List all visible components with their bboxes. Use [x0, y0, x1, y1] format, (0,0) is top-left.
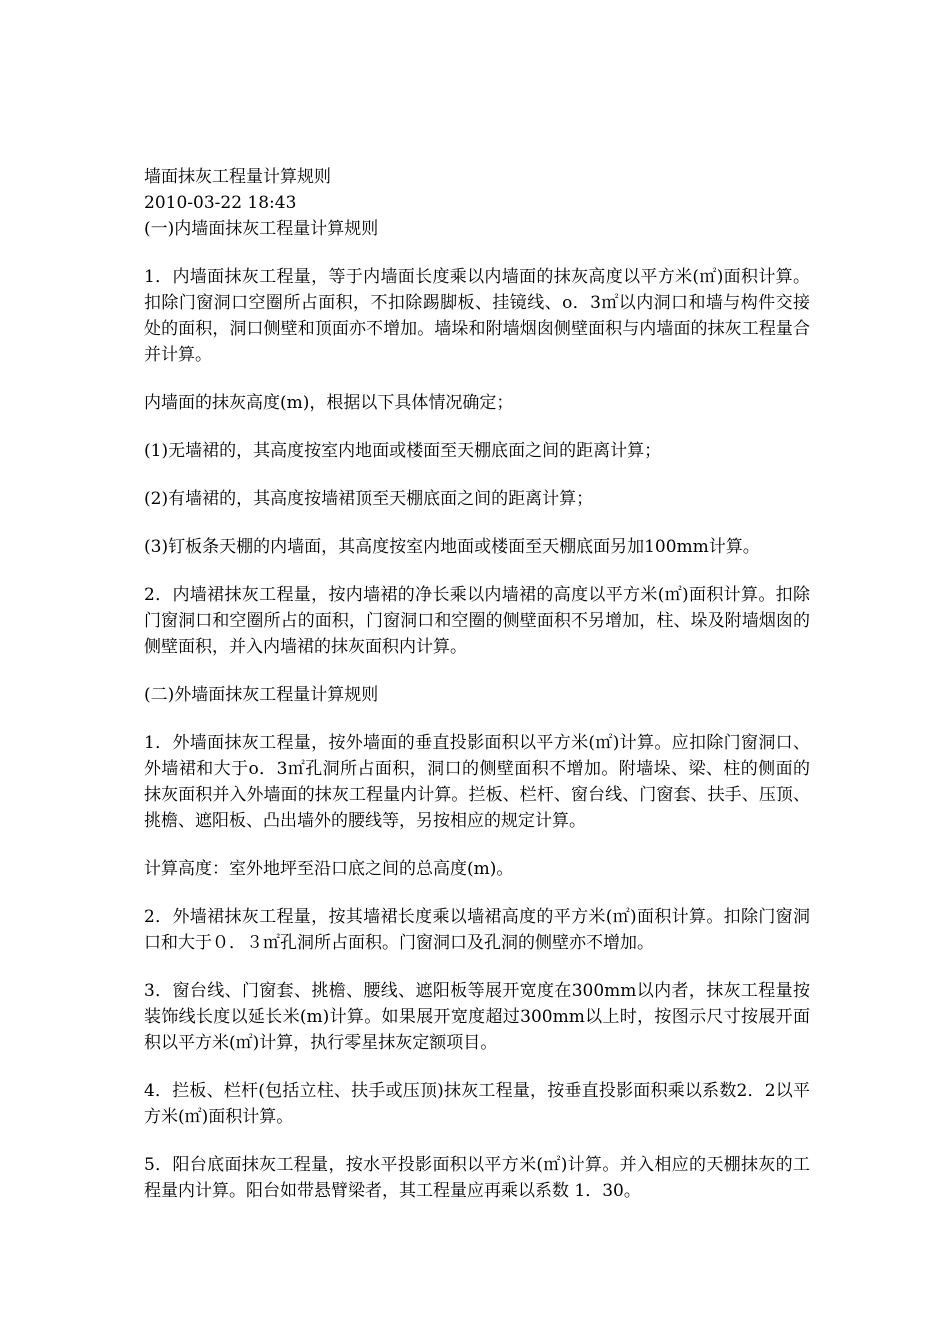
- document-body: [144, 164, 810, 1226]
- paragraph-height-case-3: (3)钉板条天棚的内墙面，其高度按室内地面或楼面至天棚底面另加100mm计算。: [144, 537, 760, 557]
- document-title: 墙面抹灰工程量计算规则: [144, 167, 331, 187]
- paragraph-railing-4: 4．拦板、栏杆(包括立柱、扶手或压顶)抹灰工程量，按垂直投影面积乘以系数2．2以平方米(㎡)面积计算。: [144, 1081, 810, 1127]
- paragraph-balcony-5: 5．阳台底面抹灰工程量，按水平投影面积以平方米(㎡)计算。并入相应的天棚抹灰的工程量内计算。阳台如带悬臂梁者，其工程量应再乘以系数 1．30。: [144, 1155, 810, 1201]
- paragraph-height-case-2: (2)有墙裙的，其高度按墙裙顶至天棚底面之间的距离计算；: [144, 489, 594, 509]
- paragraph-exterior-skirt-2: 2．外墙裙抹灰工程量，按其墙裙长度乘以墙裙高度的平方米(㎡)面积计算。扣除门窗洞口和大于０．３㎡孔洞所占面积。门窗洞口及孔洞的侧壁亦不增加。: [144, 907, 810, 953]
- section-heading-exterior: (二)外墙面抹灰工程量计算规则: [144, 685, 379, 705]
- document-datetime: 2010-03-22 18:43: [144, 193, 297, 213]
- paragraph-trim-3: 3．窗台线、门窗套、挑檐、腰线、遮阳板等展开宽度在300mm以内者，抹灰工程量按装饰线长度以延长米(m)计算。如果展开宽度超过300mm以上时，按图示尺寸按展开面积以平方米(㎡)计算，执行零星抹灰定额项目。: [144, 981, 810, 1053]
- paragraph-height-intro: 内墙面的抹灰高度(m)，根据以下具体情况确定；: [144, 393, 514, 413]
- document-header: [144, 164, 810, 242]
- paragraph-calc-height: 计算高度：室外地坪至沿口底之间的总高度(m)。: [144, 859, 514, 879]
- paragraph-interior-wall-1: 1．内墙面抹灰工程量，等于内墙面长度乘以内墙面的抹灰高度以平方米(㎡)面积计算。扣除门窗洞口空圈所占面积，不扣除踢脚板、挂镜线、o．3㎡以内洞口和墙与构件交接处的面积，洞口侧壁和顶面亦不增加。墙垛和附墙烟囱侧壁面积与内墙面的抹灰工程量合并计算。: [144, 267, 810, 365]
- section-heading-interior: (一)内墙面抹灰工程量计算规则: [144, 219, 379, 239]
- paragraph-height-case-1: (1)无墙裙的，其高度按室内地面或楼面至天棚底面之间的距离计算；: [144, 441, 662, 461]
- paragraph-exterior-wall-1: 1．外墙面抹灰工程量，按外墙面的垂直投影面积以平方米(㎡)计算。应扣除门窗洞口、外墙裙和大于o．3㎡孔洞所占面积，洞口的侧壁面积不增加。附墙垛、梁、柱的侧面的抹灰面积并入外墙面的抹灰工程量内计算。拦板、栏杆、窗台线、门窗套、扶手、压顶、挑檐、遮阳板、凸出墙外的腰线等，另按相应的规定计算。: [144, 733, 810, 831]
- paragraph-interior-skirt-2: 2．内墙裙抹灰工程量，按内墙裙的净长乘以内墙裙的高度以平方米(㎡)面积计算。扣除门窗洞口和空圈所占的面积，门窗洞口和空圈的侧壁面积不另增加，柱、垛及附墙烟囱的侧壁面积，并入内墙裙的抹灰面积内计算。: [144, 585, 810, 657]
